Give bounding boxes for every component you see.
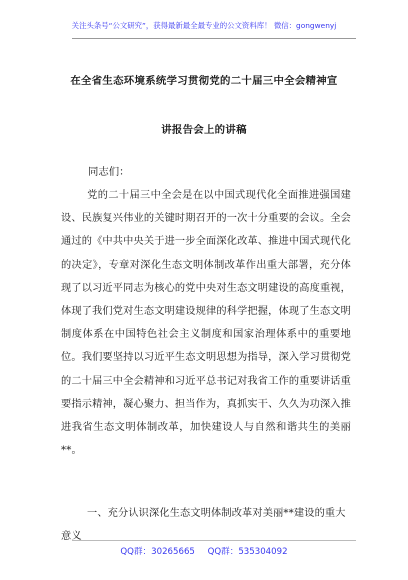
section-heading-text: 一、充分认识深化生态文明体制改革对美丽**建设的重大意义 (61, 508, 346, 543)
header-divider (72, 38, 356, 39)
document-title-line-1: 在全省生态环境系统学习贯彻党的二十届三中全会精神宣 (70, 75, 338, 87)
page-header: 关注头条号“公文研究”，获得最新最全最专业的公文资料库！ 微信：gongwenyj (71, 21, 337, 30)
footer-qq-group-1: QQ群：30265665 (120, 547, 195, 557)
body-paragraph-text: 党的二十届三中全会是在以中国式现代化全面推进强国建设、民族复兴伟业的关键时期召开的一次十分重要的会议。全会通过的《中共中央关于进一步全面深化改革、推进中国式现代化的决定》，专章对深化生态文明体制改革作出重大部署，充分体现了以习近平同志为核心的党中央对生态文明建设的高度重视，体现了我们党对生态文明建设规律的科学把握，体现了生态文明制度体系在中国特色社会主义制度和国家治理体系中的重要地位。我们要坚持以习近平生态文明思想为指导，深入学习贯彻党的二十届三中全会精神和习近平总书记对我省工作的重要讲话重要指示精神，凝心聚力、担当作为，真抓实干、久久为功深入推进我省生态文明体制改革，加快建设人与自然和谐共生的美丽**。 (61, 190, 351, 457)
section-heading-1 (61, 502, 351, 548)
page-footer (0, 545, 408, 557)
footer-qq-group-2: QQ群：535304092 (207, 547, 288, 557)
document-title-line-2: 讲报告会上的讲稿 (161, 124, 247, 136)
footer-divider (72, 540, 356, 541)
body-paragraph (61, 184, 351, 462)
salutation: 同志们： (88, 166, 130, 178)
